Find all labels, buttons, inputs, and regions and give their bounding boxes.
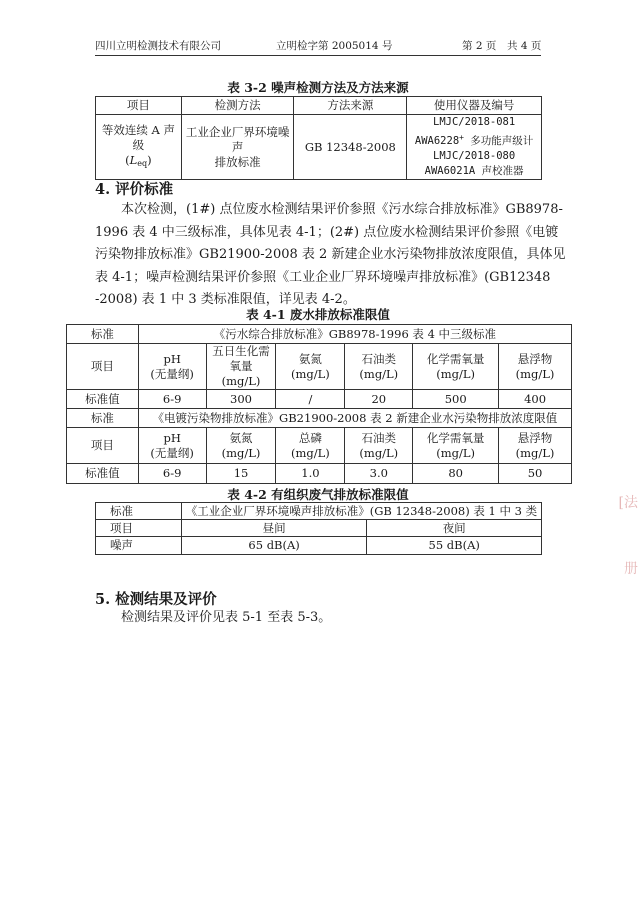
header-page-number: 第 2 页 [462,40,497,52]
table-cell-method: 工业企业厂界环境噪声 排放标准 [181,115,294,180]
section-5-heading: 5. 检测结果及评价 [95,591,217,608]
table-cell-source: GB 12348-2008 [294,115,407,180]
table-cell: 氨氮 (mg/L) [276,344,345,390]
table-row-label: 标准 [67,409,139,428]
table-cell: 50 [499,464,572,484]
table-row-label: 项目 [96,520,182,537]
table-cell: 化学需氧量 (mg/L) [413,428,499,464]
table-cell: 55 dB(A) [367,537,542,555]
header-report-number: 立明检字第 2005014 号 [276,40,393,52]
table-header-cell: 项目 [96,97,182,115]
table-4-1-caption: 表 4-1 废水排放标准限值 [246,307,390,322]
table-cell: 6-9 [138,390,206,409]
table-cell: 石油类 (mg/L) [345,428,413,464]
table-cell: 总磷 (mg/L) [276,428,345,464]
table-cell: 400 [499,390,572,409]
table-cell: pH (无量纲) [138,428,206,464]
table-cell: 氨氮 (mg/L) [206,428,276,464]
table-header-cell: 昼间 [181,520,367,537]
table-cell: 悬浮物 (mg/L) [499,428,572,464]
table-4-2-caption: 表 4-2 有组织废气排放标准限值 [227,487,409,502]
table-cell: 悬浮物 (mg/L) [499,344,572,390]
table-cell: pH (无量纲) [138,344,206,390]
table-3-2-caption: 表 3-2 噪声检测方法及方法来源 [227,80,409,95]
table-cell: 6-9 [138,464,206,484]
table-row-label: 项目 [67,344,139,390]
header-divider [95,55,541,56]
table-4-1 [66,324,572,484]
stamp-mark: 册 [624,561,638,577]
table-row-label: 标准 [96,503,182,520]
standard-name: 《污水综合排放标准》GB8978-1996 表 4 中三级标准 [138,325,571,344]
table-header-cell: 方法来源 [294,97,407,115]
table-row-label: 标准值 [67,390,139,409]
table-cell: 3.0 [345,464,413,484]
table-cell: 300 [206,390,276,409]
section-5-text: 检测结果及评价见表 5-1 至表 5-3。 [121,610,332,625]
section-4-paragraph: 本次检测，(1#) 点位废水检测结果评价参照《污水综合排放标准》GB8978- 1996 表 4 中三级标准，具体见表 4-1；(2#) 点位废水检测结果评价参照《电镀 污染物排放标准》GB21900-2008 表 2 新建企业水污染物排放浓度限值，具体见 表 4-1；噪声检测结果评价参照《工业企业厂界环境噪声排放标准》(GB12348 -2008) 表 1 中 3 类标准限值，详见表 4-2。 [95,202,566,307]
table-cell: 五日生化需 氧量 (mg/L) [206,344,276,390]
section-4-heading: 4. 评价标准 [95,181,174,198]
table-header-cell: 检测方法 [181,97,294,115]
table-header-cell: 夜间 [367,520,542,537]
standard-name: 《工业企业厂界环境噪声排放标准》(GB 12348-2008) 表 1 中 3 类 [181,503,541,520]
table-cell: 20 [345,390,413,409]
table-4-2 [95,502,542,555]
header-company: 四川立明检测技术有限公司 [95,40,221,52]
table-cell-item: 等效连续 A 声级 $(L_{eq})$ [96,115,182,180]
table-cell-instruments: LMJC/2018-081 AWA6228+ 多功能声级计 LMJC/2018-080 AWA6021A 声校准器 [407,115,542,180]
table-cell: 65 dB(A) [181,537,367,555]
table-cell: / [276,390,345,409]
table-row-label: 噪声 [96,537,182,555]
table-row-label: 标准 [67,325,139,344]
table-cell: 1.0 [276,464,345,484]
table-cell: 500 [413,390,499,409]
standard-name: 《电镀污染物排放标准》GB21900-2008 表 2 新建企业水污染物排放浓度限值 [138,409,571,428]
table-cell: 石油类 (mg/L) [345,344,413,390]
table-cell: 化学需氧量 (mg/L) [413,344,499,390]
table-row-label: 标准值 [67,464,139,484]
table-cell: 80 [413,464,499,484]
header-total-pages: 共 4 页 [507,40,542,52]
stamp-mark: [法 [618,495,638,511]
table-3-2 [95,96,542,180]
table-cell: 15 [206,464,276,484]
table-row-label: 项目 [67,428,139,464]
table-header-cell: 使用仪器及编号 [407,97,542,115]
